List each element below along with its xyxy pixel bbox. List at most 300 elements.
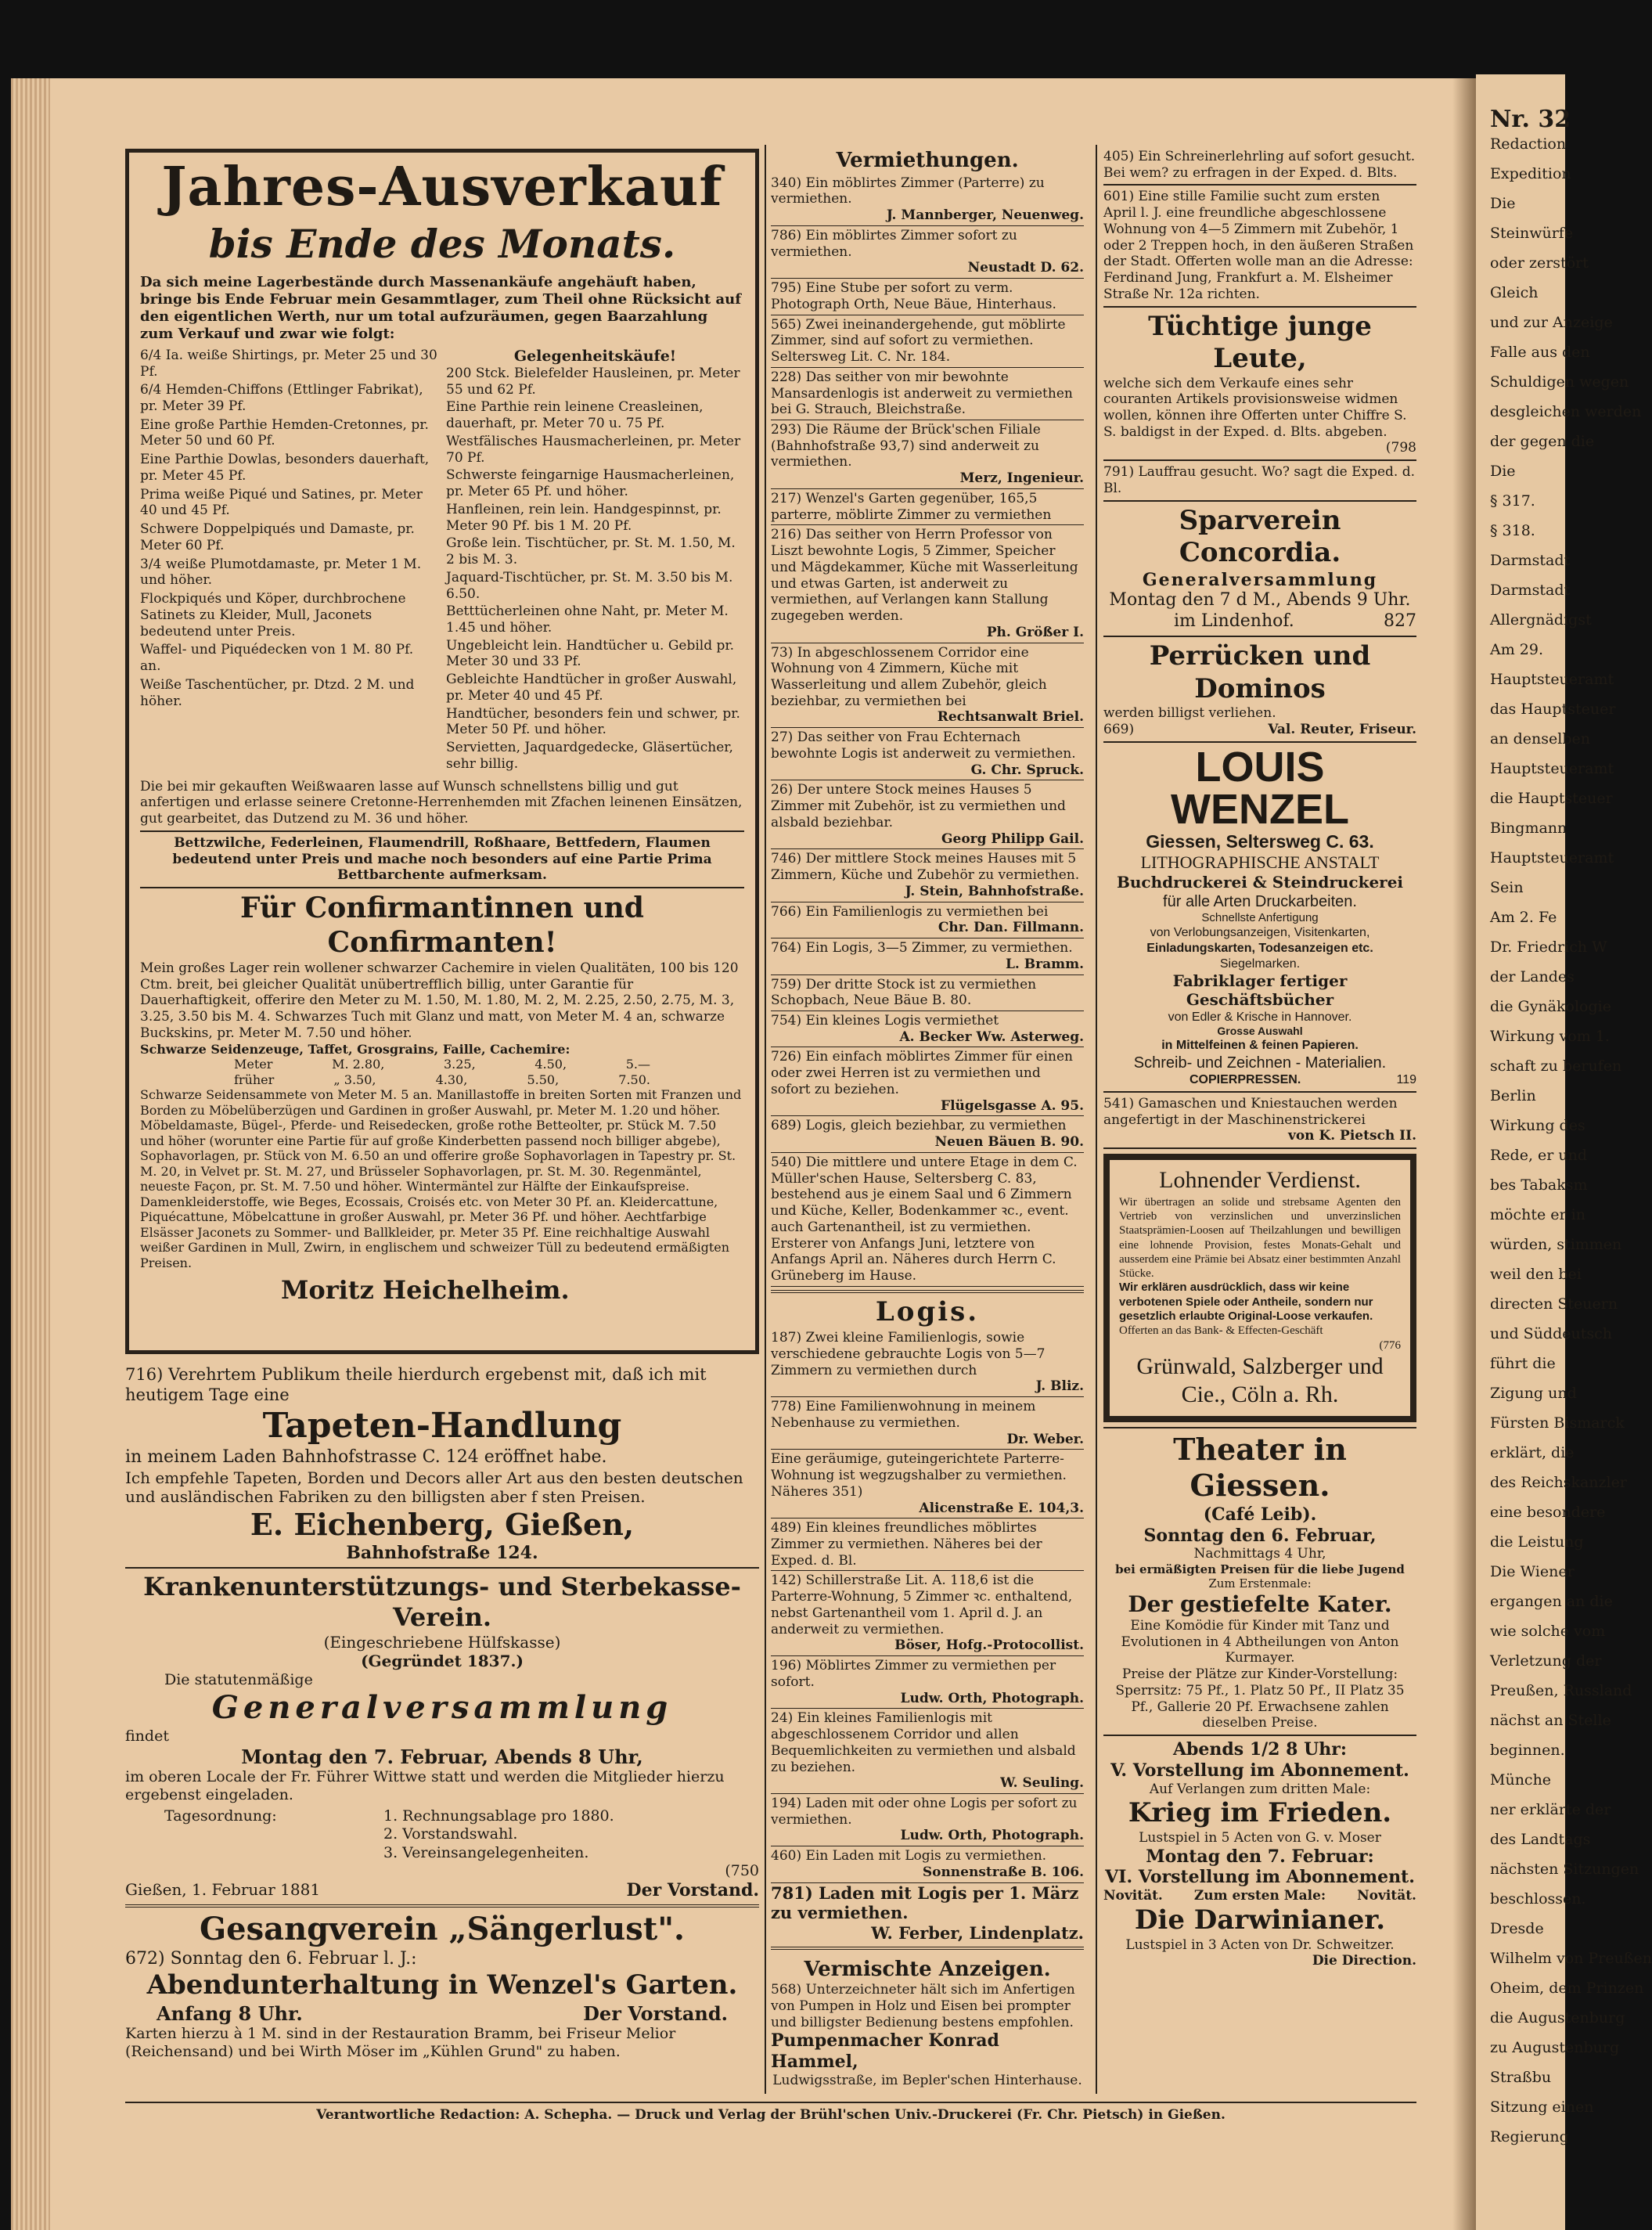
- confirm-text: Mein großes Lager rein wollener schwarzer Cachemire in vielen Qualitäten, 100 bis 120 Ctm. breit, bei gleicher Qualität unübertrefflich billig, unter Garantie für Dauerhaftigkeit, offerire den Meter zu M. 1.50, M. 1.80, M. 2, M. 2.25, 2.50, 2.75, M. 3, 3.25, 3.50 bis M. 4. Schwarzes Tuch mit Glanz und matt, von Meter M. 4 an, schwarze Buckskins, pr. Meter M. 7.50 und höher.: [140, 960, 739, 1041]
- ad-signature: J. Stein, Bahnhofstraße.: [905, 883, 1084, 899]
- right-page-fragment: Allergnädigst: [1490, 611, 1592, 629]
- confirm-title: Für Confirmantinnen und Confirmanten!: [240, 892, 644, 959]
- ad-signature: A. Becker Ww. Asterweg.: [899, 1029, 1084, 1045]
- wenzel-addr: Giessen, Seltersweg C. 63.: [1146, 830, 1374, 852]
- ad-text: 766) Ein Familienlogis zu vermiethen bei: [771, 903, 1049, 920]
- right-page-fragment: Am 29.: [1490, 641, 1543, 658]
- right-page-fragment: eine besondere: [1490, 1504, 1606, 1521]
- ad-rule: [771, 278, 1084, 279]
- right-page-fragment: Oheim, dem Prinzen: [1490, 1980, 1644, 1997]
- ad-781-name: W. Ferber, Lindenplatz.: [871, 1922, 1084, 1943]
- theater-erstenmale: Zum ersten Male:: [1193, 1888, 1326, 1904]
- ad-signature: Ludw. Orth, Photograph.: [900, 1690, 1084, 1706]
- right-page-fragment: der gegen die: [1490, 433, 1595, 450]
- right-page-fragment: die Augustenburg: [1490, 2009, 1625, 2026]
- ad-signature: Flügelsgasse A. 95.: [941, 1097, 1084, 1114]
- sale-item: Hanfleinen, rein lein. Handgespinnst, pr. Meter 90 Pf. bis 1 M. 20 Pf.: [446, 501, 722, 534]
- wenzel-buch: Buchdruckerei & Steindruckerei: [1116, 873, 1404, 892]
- small-ad: [771, 1658, 1084, 1706]
- silk-price: M. 2.80,: [332, 1057, 385, 1072]
- kasse-title: Krankenunterstützungs- und Sterbekasse-Verein.: [143, 1571, 741, 1632]
- right-page-fragment: weil den bei: [1490, 1266, 1582, 1283]
- theater-play: Der gestiefelte Kater.: [1128, 1591, 1392, 1617]
- theater-time: Nachmittags 4 Uhr,: [1193, 1546, 1326, 1562]
- tapeten-lead: 716) Verehrtem Publikum theile hierdurch ergebenst mit, daß ich mit heutigem Tage eine: [125, 1365, 707, 1404]
- ad-541-name: von K. Pietsch II.: [1287, 1128, 1416, 1144]
- theater-darwin: Die Darwinianer.: [1134, 1904, 1386, 1936]
- sale-item: Prima weiße Piqué und Satines, pr. Meter 40 und 45 Pf.: [140, 486, 423, 519]
- kasse-pre: Die statutenmäßige: [164, 1670, 313, 1688]
- sale-item: Weiße Taschentücher, pr. Dtzd. 2 M. und höher.: [140, 676, 415, 709]
- agenda-item: 3. Vereinsangelegenheiten.: [383, 1843, 589, 1861]
- sale-item: Große lein. Tischtücher, pr. St. M. 1.50, M. 2 bis M. 3.: [446, 535, 736, 568]
- ad-right-items: [446, 348, 744, 774]
- lohn-firm: Grünwald, Salzberger und Cie., Cöln a. Rh.: [1136, 1353, 1384, 1408]
- small-ad: [771, 1848, 1084, 1880]
- lohn-text: Wir übertragen an solide und strebsame Agenten den Vertrieb von verzinslichen und unverzinslichen Staatsprämien-Loosen auf Theilzahlungen und bewilligen eine lohnende Provision, festes Monats-Gehalt und ausserdem eine Prämie bei Absatz einer bestimmten Anzahl Stücke.: [1119, 1195, 1401, 1281]
- ad-rule: [771, 1396, 1084, 1397]
- kasse-place-date: Gießen, 1. Februar 1881: [125, 1879, 321, 1899]
- gelegenheit-heading: Gelegenheitskäufe!: [513, 347, 677, 365]
- right-page-fragment: Redaction: [1490, 135, 1567, 153]
- ad-rule: [771, 974, 1084, 975]
- ad-outro: Die bei mir gekauften Weißwaaren lasse auf Wunsch schnellstens billig und gut anfertigen und erlasse seinere Cretonne-Herrenhemden mit Zfachen leinenen Einsätzen, gut gearbeitet, das Dutzend zu M. 36 und höher.: [140, 778, 743, 827]
- silk-prev-price: früher: [234, 1072, 275, 1087]
- right-page-fragment: Zigung und: [1490, 1385, 1577, 1402]
- right-page-fragment: Dresde: [1490, 1920, 1544, 1937]
- novitaet-right: Novität.: [1357, 1888, 1416, 1904]
- ad-text: 460) Ein Laden mit Logis zu vermiethen.: [771, 1848, 1047, 1864]
- ad-left-items: [140, 348, 438, 774]
- silk-prev-price: 4.30,: [435, 1072, 468, 1087]
- theater-vi: VI. Vorstellung im Abonnement.: [1105, 1867, 1415, 1888]
- agenda-item: 1. Rechnungsablage pro 1880.: [383, 1807, 614, 1825]
- right-page-fragment: möchte er in: [1490, 1206, 1585, 1223]
- gesang-tickets: Karten hierzu à 1 M. sind in der Restauration Bramm, bei Friseur Melior (Reichensand) und bei Wirth Möser im „Kühlen Grund" zu haben.: [125, 2025, 676, 2061]
- right-page-fragment: Gleich: [1490, 284, 1539, 301]
- ad-text: 340) Ein möblirtes Zimmer (Parterre) zu vermiethen.: [771, 175, 1045, 207]
- ad-text: 26) Der untere Stock meines Hauses 5 Zimmer mit Zubehör, ist zu vermiethen und alsbald beziehbar.: [771, 782, 1066, 830]
- silk-price: 3.25,: [443, 1057, 476, 1072]
- ad-rule: [771, 225, 1084, 226]
- right-page-fragment: Darmstadt: [1490, 582, 1571, 599]
- small-ad: [771, 228, 1084, 276]
- ad-signature: Georg Philipp Gail.: [941, 830, 1084, 847]
- right-page-fragment: Verletzung der: [1490, 1652, 1602, 1670]
- right-page-fragment: Wirkung vom 1.: [1490, 1028, 1610, 1045]
- ad-rule: [771, 1570, 1084, 1571]
- sale-item: Servietten, Jaquardgedecke, Gläsertücher, sehr billig.: [446, 740, 733, 772]
- ad-text: 795) Eine Stube per sofort zu verm. Photograph Orth, Neue Bäue, Hinterhaus.: [771, 280, 1056, 312]
- column-1: [125, 149, 759, 2062]
- right-page-fragment: Wirkung des: [1490, 1117, 1585, 1134]
- theater-title: Theater in Giessen.: [1173, 1432, 1347, 1504]
- ad-405: 405) Ein Schreinerlehrling auf sofort gesucht. Bei wem? zu erfragen in der Exped. d. Blts.: [1103, 149, 1416, 181]
- ad-signature: J. Bliz.: [1035, 1378, 1084, 1395]
- agenda-label: Tagesordnung:: [164, 1807, 277, 1825]
- right-page-fragment: nächsten Sitzungen: [1490, 1861, 1639, 1878]
- ad-rule: [771, 488, 1084, 489]
- ad-rule: [771, 1655, 1084, 1656]
- ad-rule: [771, 367, 1084, 368]
- tapeten-title: Tapeten-Handlung: [262, 1406, 622, 1446]
- ad-rule: [771, 1152, 1084, 1153]
- agenda-item: 2. Vorstandswahl.: [383, 1825, 518, 1843]
- ad-text: 754) Ein kleines Logis vermiethet: [771, 1012, 999, 1029]
- theater-desc: Eine Komödie für Kinder mit Tanz und Evolutionen in 4 Abtheilungen von Anton Kurmayer.: [1121, 1617, 1399, 1666]
- ad-text: 194) Laden mit oder ohne Logis per sofort zu vermiethen.: [771, 1796, 1078, 1828]
- small-ad: [771, 1330, 1084, 1395]
- peruecken-num: 669): [1103, 721, 1135, 737]
- small-ad: [771, 527, 1084, 640]
- column-rule-1: [765, 145, 766, 2094]
- right-page-fragment: oder zerstört: [1490, 254, 1589, 272]
- silk-prev-price: 7.50.: [618, 1072, 650, 1087]
- silk-prev-row: [140, 1072, 744, 1088]
- sale-item: Betttücherleinen ohne Naht, pr. Meter M. 1.45 und höher.: [446, 603, 729, 636]
- right-page-fragment: beschlossen.: [1490, 1890, 1586, 1908]
- logis-title: Logis.: [875, 1295, 980, 1328]
- lohn-ad: [1103, 1154, 1416, 1422]
- ad-title: Jahres-Ausverkauf: [161, 156, 723, 218]
- small-ad: [771, 1118, 1084, 1150]
- tapeten-ad: [125, 1365, 759, 1564]
- silk-price-row: [140, 1057, 744, 1072]
- small-ad: [771, 1399, 1084, 1447]
- ad-text: 187) Zwei kleine Familienlogis, sowie verschiedene gebrauchte Logis von 5—7 Zimmern zu vermiethen durch: [771, 1330, 1046, 1378]
- ad-text: 726) Ein einfach möblirtes Zimmer für einen oder zwei Herren ist zu vermiethen und sofort zu beziehen.: [771, 1049, 1073, 1097]
- sale-item: Handtücher, besonders fein und schwer, pr. Meter 50 Pf. und höher.: [446, 705, 740, 738]
- kasse-ad: [125, 1572, 759, 1901]
- theater-prices: bei ermäßigten Preisen für die liebe Jugend: [1115, 1562, 1405, 1577]
- ad-text: 142) Schillerstraße Lit. A. 118,6 ist die Parterre-Wohnung, 5 Zimmer ꝛc. enthaltend, nebst Gartenantheil vom 1. April d. J. an anderweit zu vermiethen.: [771, 1573, 1073, 1637]
- ad-text: Eine geräumige, guteingerichtete Parterre-Wohnung ist wegzugshalber zu vermiethen. Näheres 351): [771, 1451, 1067, 1500]
- vermischt-title: Vermischte Anzeigen.: [804, 1957, 1051, 1981]
- ad-rule: [771, 1115, 1084, 1116]
- ad-text: 689) Logis, gleich beziehbar, zu vermiethen: [771, 1118, 1067, 1134]
- ad-signature: Dr. Weber.: [1006, 1431, 1084, 1447]
- tapeten-line1: in meinem Laden Bahnhofstrasse C. 124 eröffnet habe.: [125, 1446, 607, 1467]
- ad-rule: [771, 848, 1084, 849]
- kasse-sub1: (Eingeschriebene Hülfskasse): [323, 1632, 561, 1652]
- wenzel-grosse: Grosse Auswahl: [1217, 1025, 1303, 1038]
- spar-sub: Generalversammlung: [1142, 569, 1378, 590]
- right-page-fragment: Am 2. Fe: [1490, 909, 1557, 926]
- theater-darwin-sub: Lustspiel in 3 Acten von Dr. Schweitzer.: [1125, 1936, 1395, 1953]
- wenzel-fein: in Mittelfeinen & feinen Papieren.: [1161, 1039, 1359, 1053]
- wenzel-lith: LITHOGRAPHISCHE ANSTALT: [1140, 852, 1380, 872]
- ad-bedding: Bettzwilche, Federleinen, Flaumendrill, Roßhaare, Bettfedern, Flaumen bedeutend unter Preis und mache noch besonders auf eine Partie Prima Bettbarchente aufmerksam.: [172, 834, 712, 884]
- vermischt-text: 568) Unterzeichneter hält sich im Anfertigen von Pumpen in Holz und Eisen bei prompter und billigster Bedienung bestens empfohlen.: [771, 1982, 1075, 2030]
- right-page-fragment: Die: [1490, 195, 1516, 212]
- silk-line: Schwarze Seidenzeuge, Taffet, Grosgrains, Faille, Cachemire:: [140, 1041, 570, 1057]
- column-rule-2: [1096, 145, 1097, 2094]
- footer-rule: [125, 2102, 1416, 2103]
- agenda-list: [383, 1807, 614, 1862]
- sale-item: Eine große Parthie Hemden-Cretonnes, pr. Meter 50 und 60 Pf.: [140, 416, 429, 449]
- ad-signature: G. Chr. Spruck.: [970, 762, 1084, 778]
- right-page-fragment: beginnen.: [1490, 1742, 1565, 1759]
- right-page-fragment: Straßbu: [1490, 2069, 1552, 2086]
- ad-signature: Neustadt D. 62.: [967, 260, 1084, 276]
- small-ad: [771, 175, 1084, 224]
- ad-signature: Ph. Größer I.: [986, 624, 1084, 640]
- right-page-fragment: directen Steuern: [1490, 1295, 1618, 1313]
- ad-text: 778) Eine Familienwohnung in meinem Nebenhause zu vermiethen.: [771, 1399, 1036, 1431]
- right-page-fragment: Fürsten Bismarck: [1490, 1414, 1625, 1432]
- ad-signature: Sonnenstraße B. 106.: [922, 1864, 1084, 1880]
- tuechtige-title: Tüchtige junge Leute,: [1148, 310, 1372, 375]
- ad-signature: Böser, Hofg.-Protocollist.: [894, 1637, 1084, 1654]
- ad-text: 24) Ein kleines Familienlogis mit abgeschlossenem Corridor und allen Bequemlichkeiten zu vermiethen und alsbald zu beziehen.: [771, 1710, 1076, 1775]
- small-ad: [771, 977, 1084, 1009]
- ad-781-text: 781) Laden mit Logis per 1. März zu vermiethen.: [771, 1882, 1079, 1923]
- wenzel-fab: Fabriklager fertiger Geschäftsbücher: [1172, 971, 1348, 1010]
- small-ad: [771, 1049, 1084, 1114]
- right-page-fragment: Dr. Friedrich W: [1490, 938, 1607, 956]
- sale-item: Schwerste feingarnige Hausmacherleinen, pr. Meter 65 Pf. und höher.: [446, 467, 735, 500]
- right-page-fragment: die Hauptsteuer: [1490, 790, 1613, 807]
- silk-prev-price: 5.50,: [527, 1072, 560, 1087]
- ad-text: 764) Ein Logis, 3—5 Zimmer, zu vermiethen.: [771, 940, 1073, 956]
- wenzel-schreib: Schreib- und Zeichnen - Materialien.: [1133, 1054, 1387, 1072]
- theater-preise: Preise der Plätze zur Kinder-Vorstellung: Sperrsitz: 75 Pf., 1. Platz 50 Pf., II Platz 35 Pf., Gallerie 20 Pf. Erwachsene zahlen dieselben Preise.: [1115, 1666, 1405, 1731]
- right-page-fragment: wie solche vom: [1490, 1623, 1606, 1640]
- sale-item: Flockpiqués und Köper, durchbrochene Satinets zu Kleider, Mull, Jaconets bedeutend unter Preis.: [140, 591, 406, 639]
- right-page-fragment: die Leistung: [1490, 1533, 1584, 1551]
- novitaet-left: Novität.: [1103, 1888, 1163, 1904]
- ad-rule: [771, 727, 1084, 728]
- ad-signature: L. Bramm.: [1005, 956, 1084, 972]
- ad-signature: Neuen Bäuen B. 90.: [934, 1134, 1084, 1151]
- ad-text: 196) Möblirtes Zimmer zu vermiethen per sofort.: [771, 1658, 1056, 1690]
- kasse-sign: Der Vorstand.: [626, 1879, 759, 1900]
- ad-rule: [771, 1708, 1084, 1709]
- right-page-fragment: Regierung: [1490, 2128, 1569, 2145]
- ad-rule: [771, 1286, 1084, 1287]
- gesang-title2: Abendunterhaltung in Wenzel's Garten.: [146, 1969, 738, 2001]
- column-3: [1103, 149, 1416, 1969]
- right-page-fragment: Die Wiener: [1490, 1563, 1575, 1580]
- right-page-fragment: Steinwürfe: [1490, 225, 1574, 242]
- silk-price: 4.50,: [534, 1057, 567, 1072]
- right-page-fragment: desgleichen werden: [1490, 403, 1642, 420]
- wenzel-ad: [1103, 743, 1416, 1088]
- right-page-fragment: führt die: [1490, 1355, 1556, 1372]
- small-ad: [771, 422, 1084, 487]
- wenzel-siegel: Siegelmarken.: [1219, 956, 1301, 971]
- verm-title: Vermiethungen.: [836, 149, 1019, 172]
- small-ad: [771, 280, 1084, 312]
- wenzel-all: für alle Arten Druckarbeiten.: [1163, 892, 1357, 910]
- right-page-fragment: ergangen an die: [1490, 1593, 1613, 1610]
- spar-title: Sparverein Concordia.: [1179, 504, 1341, 569]
- silk-price: 5.—: [625, 1057, 650, 1072]
- theater-direction: Die Direction.: [1312, 1953, 1416, 1969]
- small-ad: [771, 645, 1084, 726]
- wenzel-edler: von Edler & Krische in Hannover.: [1168, 1010, 1352, 1024]
- ad-text: 786) Ein möblirtes Zimmer sofort zu vermiethen.: [771, 227, 1017, 260]
- right-page-fragment: Schuldigen wegen: [1490, 373, 1629, 391]
- sale-item: 6/4 Hemden-Chiffons (Ettlinger Fabrikat), pr. Meter 39 Pf.: [140, 382, 423, 415]
- kasse-sub2: (Gegründet 1837.): [361, 1652, 524, 1671]
- ad-signature: J. Mannberger, Neuenweg.: [886, 207, 1084, 224]
- right-page-fragment: ner erklärte der: [1490, 1801, 1611, 1818]
- theater-first: Zum Erstenmale:: [1208, 1576, 1312, 1591]
- tapeten-addr: Bahnhofstraße 124.: [346, 1542, 538, 1563]
- right-page-fragment: § 317.: [1490, 492, 1535, 510]
- theater-date: Sonntag den 6. Februar,: [1143, 1525, 1377, 1546]
- right-page-fragment: zu Augustenburg: [1490, 2039, 1620, 2056]
- footer-imprint: Verantwortliche Redaction: A. Schepha. — Druck und Verlag der Brühl'schen Univ.-Druckerei (Fr. Chr. Pietsch) in Gießen.: [316, 2107, 1226, 2123]
- wenzel-copier: COPIERPRESSEN.: [1190, 1073, 1301, 1087]
- ausverkauf-ad: [125, 149, 759, 1354]
- right-page-fragment: Bingmann: [1490, 820, 1567, 837]
- small-ad: [771, 317, 1084, 366]
- ad-signature: Moritz Heichelheim.: [281, 1275, 570, 1306]
- sale-item: 6/4 Ia. weiße Shirtings, pr. Meter 25 und 30 Pf.: [140, 347, 437, 380]
- theater-krieg: Krieg im Frieden.: [1128, 1797, 1392, 1829]
- right-page-fragment: Expedition: [1490, 165, 1571, 182]
- sale-item: Waffel- und Piquédecken von 1 M. 80 Pf. an.: [140, 642, 414, 675]
- right-page-fragment: Hauptsteueramt: [1490, 760, 1614, 777]
- right-page-fragment: Hauptsteueramt: [1490, 671, 1614, 688]
- kasse-findet: findet: [125, 1727, 169, 1745]
- logis-list: [771, 1330, 1084, 1883]
- wenzel-num: 119: [1396, 1073, 1416, 1087]
- right-page-fragment: und zur Anzeige: [1490, 314, 1613, 331]
- small-ad: [771, 1013, 1084, 1045]
- right-page-fragment: Sein: [1490, 879, 1524, 896]
- ad-text: 217) Wenzel's Garten gegenüber, 165,5 parterre, möblirte Zimmer zu vermiethen: [771, 490, 1052, 523]
- ad-signature: Ludw. Orth, Photograph.: [900, 1828, 1084, 1844]
- small-ad: [771, 1573, 1084, 1654]
- small-ad: [771, 940, 1084, 972]
- sale-item: Westfälisches Hausmacherleinen, pr. Meter 70 Pf.: [446, 433, 741, 466]
- ad-text: 489) Ein kleines freundliches möblirtes Zimmer zu vermiethen. Näheres bei der Exped. d. Bl.: [771, 1520, 1042, 1569]
- right-page-fragment: des Landtags: [1490, 1831, 1591, 1848]
- ad-text: 759) Der dritte Stock ist zu vermiethen Schopbach, Neue Bäue B. 80.: [771, 976, 1037, 1009]
- right-page-fragment: Berlin: [1490, 1087, 1536, 1104]
- gesang-title: Gesangverein „Sängerlust".: [200, 1910, 685, 1947]
- tuechtige-text: welche sich dem Verkaufe eines sehr couranten Artikels provisionsweise widmen wollen, können ihre Offerten unter Chiffre S. S. baldigst in der Exped. d. Blts. abgeben.: [1103, 375, 1407, 440]
- right-page-fragment: das Hauptsteuer: [1490, 701, 1616, 718]
- right-page-fragment: Rede, er und: [1490, 1147, 1588, 1164]
- right-page-fragment: der Landes: [1490, 968, 1575, 985]
- peruecken-title: Perrücken und Dominos: [1149, 640, 1371, 704]
- right-page-fragment: erklärt, die: [1490, 1444, 1575, 1461]
- ad-rule: [771, 1449, 1084, 1450]
- peruecken-text: werden billigst verliehen.: [1103, 705, 1276, 722]
- wenzel-einl: Einladungskarten, Todesanzeigen etc.: [1146, 941, 1373, 955]
- spar-date: Montag den 7 d M., Abends 9 Uhr.: [1109, 590, 1411, 611]
- peruecken-name: Val. Reuter, Friseur.: [1268, 721, 1416, 737]
- sale-item: Gebleichte Handtücher in großer Auswahl, pr. Meter 40 und 45 Pf.: [446, 672, 737, 704]
- column-2: [771, 149, 1084, 2089]
- book-gutter: [1452, 78, 1476, 2230]
- lohn-offer: Offerten an das Bank- & Effecten-Geschäft: [1119, 1324, 1323, 1338]
- right-page-fragment: Die: [1490, 463, 1516, 480]
- theater-abends: Abends 1/2 8 Uhr:: [1172, 1739, 1348, 1760]
- small-ad: [771, 730, 1084, 778]
- ad-601: 601) Eine stille Familie sucht zum ersten April l. J. eine freundliche abgeschlossene Wohnung von 4—5 Zimmern mit Zubehör, 1 oder 2 Treppen hoch, in den äußeren Straßen der Stadt. Offerten wolle man an die Adresse: Ferdinand Jung, Frankfurt a. M. Elsheimer Straße Nr. 12a richten.: [1103, 189, 1414, 302]
- right-page-margin: [1476, 74, 1652, 2230]
- silk-prev-price: „ 3.50,: [333, 1072, 376, 1087]
- lohn-num: (776: [1379, 1338, 1401, 1352]
- right-page-fragment: Hauptsteueramt: [1490, 849, 1614, 866]
- ad-text: 746) Der mittlere Stock meines Hauses mit 5 Zimmern, Küche und Zubehör zu vermiethen.: [771, 851, 1080, 884]
- small-ad: [771, 491, 1084, 523]
- gesang-sign: Der Vorstand.: [583, 2001, 728, 2025]
- small-ad: [771, 1520, 1084, 1569]
- right-page-fragment: an denselben: [1490, 730, 1590, 748]
- right-page-fragment: Sitzung einen: [1490, 2099, 1594, 2116]
- tuechtige-num: (798: [1385, 440, 1416, 456]
- small-ad: [771, 851, 1084, 899]
- right-page-fragment: Darmstadt: [1490, 552, 1571, 569]
- vermischt-name: Pumpenmacher Konrad Hammel,: [771, 2030, 999, 2073]
- tapeten-line2: Ich empfehle Tapeten, Borden und Decors aller Art aus den besten deutschen und ausländischen Fabriken zu den billigsten aber f sten Preisen.: [125, 1468, 743, 1507]
- right-page-fragment: Wilhelm von Preußen: [1490, 1950, 1652, 1967]
- gesang-ad: [125, 1911, 759, 2062]
- ad-subtitle: bis Ende des Monats.: [208, 221, 676, 267]
- small-ad: [771, 1155, 1084, 1284]
- right-page-fragment: des Reichskanzler: [1490, 1474, 1627, 1491]
- wenzel-title: LOUIS WENZEL: [1171, 743, 1349, 833]
- right-page-fragment: Nr. 32: [1490, 106, 1571, 133]
- ad-intro: Da sich meine Lagerbestände durch Massenankäufe angehäuft haben, bringe bis Ende Februar mein Gesammtlager, zum Theil ohne Rücksicht auf den eigentlichen Werth, nur um total aufzuräumen, gegen Baarzahlung zum Verkauf und zwar wie folgt:: [140, 274, 741, 342]
- ad-text: 540) Die mittlere und untere Etage in dem C. Müller'schen Hause, Seltersberg C. 83, bestehend aus je einem Saal und 6 Zimmern und Küche, Keller, Bodenkammer ꝛc., event. auch Gartenantheil, ist zu vermiethen. Ersterer von Anfangs Juni, letztere von Anfangs April an. Näheres durch Herrn C. Grüneberg im Hause.: [771, 1154, 1078, 1284]
- long-text: Schwarze Seidensammete von Meter M. 5 an. Manillastoffe in breiten Sorten mit Franzen und Borden zu Möbelüberzügen und Gardinen in großer Auswahl, pr. Meter M. 1.20 und höher. Möbeldamaste, Bügel-, Pferde- und Reisedecken, große rothe Betteolter, pr. Stück M. 7.50 und höher (worunter eine Partie für auf große Kinderbetten passend noch billiger abgebe), Sophavorlagen, pr. Stück von M. 6.50 an und offerire große Sophavorlagen in Tapestry pr. St. M. 20, in Velvet pr. St. M. 27, und Brüsseler Sophavorlagen, pr. St. M. 30. Regenmäntel, neueste Façon, pr. St. M. 7.50 und höher. Wintermäntel zur Hälfte der Einkaufspreise. Damenkleiderstoffe, wie Beges, Ecossais, Croisés etc. von Meter 30 Pf. an. Kleidercattune, Piquécattune, Möbelcattune in großer Auswahl, pr. Meter 36 Pf. und höher. Aechtfarbige Elsässer Jaconets zu Sommer- und Ballkleider, pr. Meter 35 Pf. Eine reichhaltige Auswahl weißer Gardinen in Mull, Zwirn, in englischem und schweizer Tüll zu bedeutend ermäßigten Preisen.: [140, 1087, 742, 1270]
- ad-signature: Merz, Ingenieur.: [959, 470, 1084, 487]
- ad-541: 541) Gamaschen und Kniestauchen werden angefertigt in der Maschinenstrickerei: [1103, 1095, 1398, 1128]
- small-ad: [771, 369, 1084, 418]
- right-page-fragment: bes Tabaksm: [1490, 1176, 1588, 1194]
- sale-item: 200 Stck. Bielefelder Hausleinen, pr. Meter 55 und 62 Pf.: [446, 365, 740, 398]
- right-page-fragment: § 318.: [1490, 522, 1535, 539]
- kasse-gv: Generalversammlung: [211, 1688, 673, 1726]
- verm-list: [771, 175, 1084, 1287]
- right-page-fragment: die Gynäkologie: [1490, 998, 1611, 1015]
- sale-item: Schwere Doppelpiqués und Damaste, pr. Meter 60 Pf.: [140, 521, 415, 553]
- ad-text: 293) Die Räume der Brück'schen Filiale (Bahnhofstraße 93,7) sind anderweit zu vermiethen.: [771, 422, 1041, 470]
- ad-text: 228) Das seither von mir bewohnte Mansardenlogis ist anderweit zu vermiethen bei G. Strauch, Bleichstraße.: [771, 369, 1073, 418]
- ad-791: 791) Lauffrau gesucht. Wo? sagt die Exped. d. Bl.: [1103, 464, 1416, 496]
- spar-place: im Lindenhof.: [1174, 611, 1294, 632]
- wenzel-von: von Verlobungsanzeigen, Visitenkarten,: [1150, 926, 1370, 940]
- right-page-fragment: nächst an Stelle: [1490, 1712, 1611, 1729]
- page-stack-edge: [11, 78, 50, 2230]
- silk-price: Meter: [234, 1057, 273, 1072]
- ad-rule: [771, 524, 1084, 525]
- right-page-fragment: Falle aus den: [1490, 344, 1590, 361]
- small-ad: [771, 904, 1084, 936]
- gesang-line1: 672) Sonntag den 6. Februar l. J.:: [125, 1948, 417, 1969]
- sale-item: Eine Parthie Dowlas, besonders dauerhaft, pr. Meter 45 Pf.: [140, 452, 430, 484]
- sale-item: Jaquard-Tischtücher, pr. St. M. 3.50 bis M. 6.50.: [446, 569, 733, 602]
- sale-item: Eine Parthie rein leinene Creasleinen, dauerhaft, pr. Meter 70 u. 75 Pf.: [446, 399, 704, 432]
- ad-signature: Rechtsanwalt Briel.: [937, 709, 1084, 726]
- ad-text: 565) Zwei ineinandergehende, gut möblirte Zimmer, sind auf sofort zu vermiethen. Seltersweg Lit. C. Nr. 184.: [771, 316, 1066, 366]
- tapeten-name: E. Eichenberg, Gießen,: [250, 1506, 635, 1542]
- sale-item: Ungebleicht lein. Handtücher u. Gebild pr. Meter 30 und 33 Pf.: [446, 637, 735, 670]
- right-page-fragment: Preußen, Russland: [1490, 1682, 1632, 1699]
- spar-num: 827: [1384, 611, 1416, 632]
- right-page-fragment: und Süddeutsch: [1490, 1325, 1612, 1342]
- ad-signature: Chr. Dan. Fillmann.: [938, 920, 1084, 936]
- right-page-fragment: Münche: [1490, 1771, 1552, 1789]
- small-ad: [771, 1796, 1084, 1844]
